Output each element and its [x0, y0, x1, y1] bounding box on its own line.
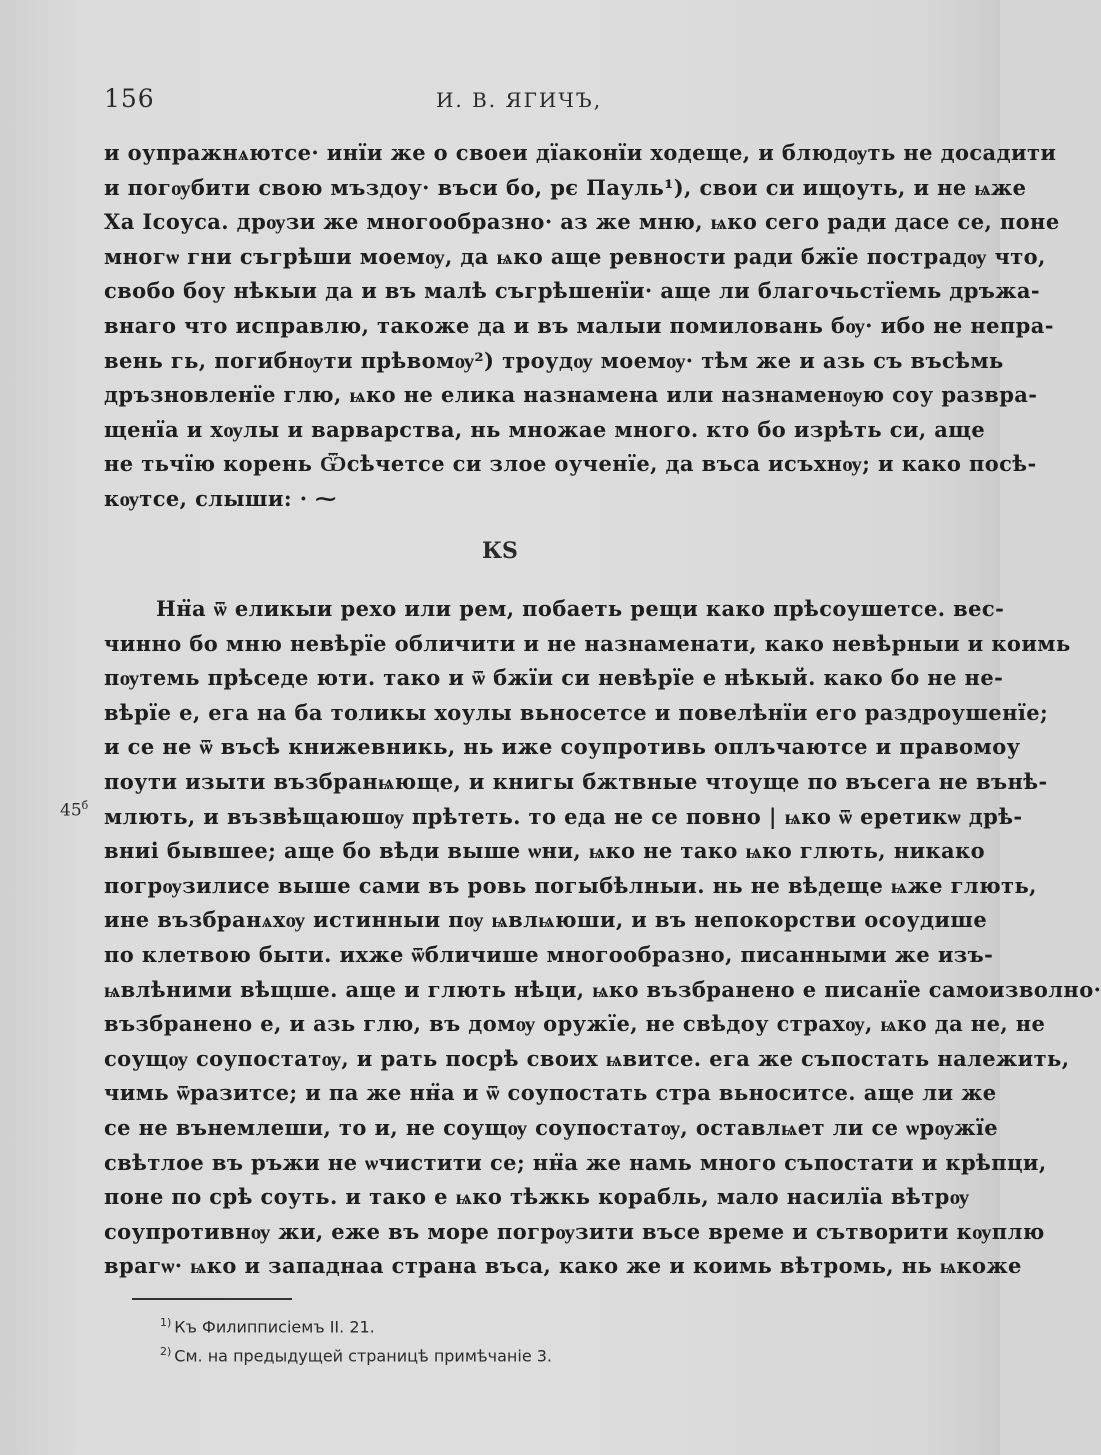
text-line: чинно бо мню невѣрїе обличити и не назнаменати, како невѣрныи и коимь: [104, 630, 1071, 656]
text-line: по клетвою быти. ихже ѿбличише многообразно, писанными же изъ-: [104, 941, 994, 967]
text-line: погрѹзилисе выше сами въ ровь погыбѣлныи. нь не вѣдеще ѩже глють,: [104, 872, 1037, 898]
text-line: вниi бывшее; аще бо вѣди выше ѡни, ѩко не тако ѩко глють, никако: [104, 838, 986, 864]
text-line: врагѡ· ѩко и западнаа страна въса, како же и коимь вѣтромь, нь ѩкоже: [104, 1253, 1022, 1279]
footnotes: [160, 1310, 860, 1369]
text-line: внаго что исправлю, такоже да и въ малыи помиловань бѹ· ибо не непра-: [104, 312, 1054, 338]
text-line: и оупражнѧютсе· инїи же о своеи дїаконїи ходеще, и блюдѹть не досадити: [104, 140, 1057, 165]
text-line: и погѹбити свою мъздоу· въси бо, рє Пауль¹), свои си ищоуть, и не ѩже: [104, 174, 1027, 200]
text-line: се не вънемлеши, то и, не соущѹ соупостатѹ, оставлѩет ли се ѡрѹжїе: [104, 1114, 999, 1140]
footnote-1: [160, 1310, 860, 1339]
margin-folio-number: 45: [60, 800, 82, 821]
footnote-rule: [132, 1298, 292, 1300]
text-line: млють, и възвѣщаюшѹ прѣтеть. то еда не се повно | ѩко ѿ еретикѡ дрѣ-: [104, 803, 1023, 829]
text-line: свобо боу нѣкыи да и въ малѣ съгрѣшенїи· аще ли благочьстїемь дръжа-: [104, 278, 1041, 304]
text-line: Нн̈а ѿ еликыи рехо или рем, побаеть рещи како прѣсоушетсе. вес-: [156, 596, 1005, 621]
running-head: И. В. ЯГИЧЪ,: [435, 88, 603, 112]
text-line: не тьчїю корень Ѿсѣчетсе си злое оученїе, да въса исъхнѹ; и како посѣ-: [104, 451, 1037, 477]
section-mark: КЅ: [482, 538, 518, 564]
text-line: Ха Ісоуса. дрѹзи же многообразно· аз же мню, ѩко сего ради дасе се, поне: [104, 209, 1060, 235]
text-line: чимь ѿразитсе; и па же нн̈а и ѿ соупостать стра вьноситсе. аще ли же: [104, 1080, 997, 1106]
text-line: ине възбранѧхѹ истинныи пѹ ѩвлѩюши, и въ непокорстви осоудише: [104, 907, 988, 933]
margin-folio-suffix: б: [81, 799, 89, 812]
text-line: соупротивнѹ жи, еже въ море погрѹзити въсе време и сътворити кѹплю: [104, 1218, 1045, 1244]
text-line: ѩвлѣними вѣщше. аще и глють нѣци, ѩко възбранено е писанїе самоизволно·: [104, 976, 1101, 1002]
text-line: поути изыти възбранѩюще, и книгы бжтвные чтоуще по въсега не вънѣ-: [104, 768, 1048, 794]
text-line: кѹтсе, слыши: · ⁓: [104, 485, 337, 511]
text-block-2: [104, 592, 1101, 1284]
text-line: многѡ гни съгрѣши моемѹ, да ѩко аще ревности ради бжїе пострадѹ что,: [104, 243, 1046, 269]
page-header: [104, 84, 934, 124]
text-line: вѣрїе е, ега на ба толикы хоулы вьносетсе и повелѣнїи его раздроушенїе;: [104, 699, 1049, 725]
footnote-text: См. на предыдущей страницѣ примѣчанiе 3.: [174, 1346, 553, 1366]
footnote-2: [160, 1339, 860, 1368]
footnote-mark: 2): [160, 1345, 172, 1359]
text-line: щенїа и хѹлы и варварства, нь множае много. кто бо изрѣть си, аще: [104, 416, 986, 442]
text-line: поне по срѣ соуть. и тако е ѩко тѣжкь корабль, мало насилїа вѣтрѹ: [104, 1184, 970, 1210]
page-number: 156: [104, 84, 155, 113]
text-block-1: [104, 136, 1060, 517]
text-line: соущѹ соупостатѹ, и рать посрѣ своих ѩвитсе. ега же съпостать належить,: [104, 1045, 1070, 1071]
footnote-text: Къ Филипписiемъ II. 21.: [174, 1317, 375, 1337]
text-line: вень гь, погибнѹти прѣвомѹ²) троудѹ моемѹ· тѣм же и азь съ въсѣмь: [104, 347, 1004, 373]
text-line: свѣтлое въ ръжи не ѡчистити се; нн̈а же намь много съпостати и крѣпци,: [104, 1149, 1047, 1175]
margin-folio-note: [60, 799, 88, 821]
text-line: пѹтемь прѣседе юти. тако и ѿ бжїи си невѣрїе е нѣкый. како бо не не-: [104, 665, 1004, 691]
text-line: възбранено е, и азь глю, въ домѹ оружїе, не свѣдоу страхѹ, ѩко да не, не: [104, 1011, 1046, 1037]
text-line: дръзновленїе глю, ѩко не елика назнамена или назнаменѹю соу развра-: [104, 382, 1038, 408]
footnote-mark: 1): [160, 1316, 172, 1329]
text-line: и се не ѿ въсѣ книжевникь, нь иже соупротивь оплъчаютсе и правомоу: [104, 734, 1021, 760]
